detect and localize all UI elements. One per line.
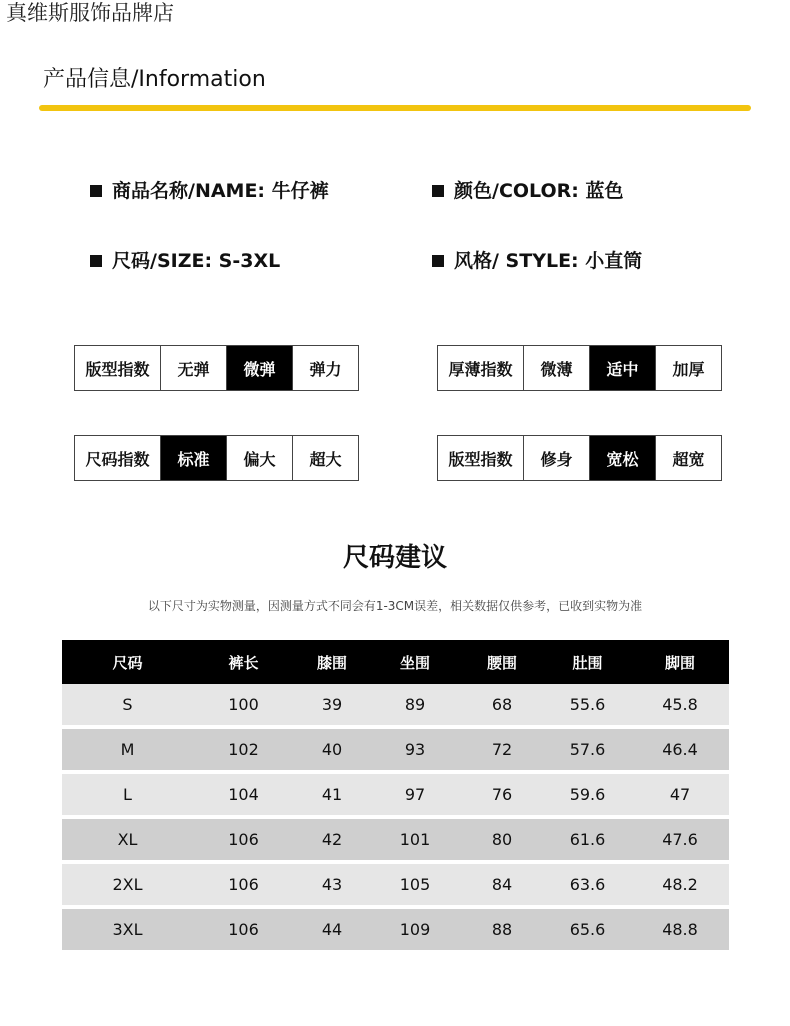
rating-option: 宽松: [589, 436, 655, 480]
size-chart-title: 尺码建议: [342, 543, 447, 573]
table-cell: 47: [631, 774, 729, 819]
column-header: 裤长: [193, 640, 294, 684]
table-cell: 80: [460, 819, 544, 864]
table-cell: 45.8: [631, 684, 729, 729]
column-header: 坐围: [370, 640, 460, 684]
rating-option: 无弹: [160, 346, 226, 390]
rating-option: 超宽: [655, 436, 721, 480]
table-cell: 40: [294, 729, 370, 774]
size-table-header: [62, 640, 729, 684]
info-style: [432, 249, 642, 273]
column-header: 脚围: [631, 640, 729, 684]
table-cell: 42: [294, 819, 370, 864]
table-cell: L: [62, 774, 193, 819]
table-cell: 65.6: [544, 909, 631, 950]
table-cell: 84: [460, 864, 544, 909]
rating-size-fit: [74, 435, 359, 481]
table-cell: 43: [294, 864, 370, 909]
table-cell: 41: [294, 774, 370, 819]
rating-option: 加厚: [655, 346, 721, 390]
table-cell: 2XL: [62, 864, 193, 909]
rating-option: 适中: [589, 346, 655, 390]
section-title: 产品信息/Information: [43, 67, 266, 92]
table-cell: 63.6: [544, 864, 631, 909]
rating-label: 尺码指数: [85, 449, 150, 469]
size-table: [62, 640, 729, 950]
table-cell: M: [62, 729, 193, 774]
rating-fit: [437, 435, 722, 481]
table-cell: 47.6: [631, 819, 729, 864]
table-row: [62, 729, 729, 774]
square-bullet-icon: [90, 255, 102, 267]
table-cell: 57.6: [544, 729, 631, 774]
rating-label: 厚薄指数: [448, 359, 513, 379]
table-cell: 59.6: [544, 774, 631, 819]
square-bullet-icon: [90, 185, 102, 197]
rating-elasticity: [74, 345, 359, 391]
table-cell: 55.6: [544, 684, 631, 729]
table-cell: XL: [62, 819, 193, 864]
table-row: [62, 819, 729, 864]
table-row: [62, 684, 729, 729]
column-header: 腰围: [460, 640, 544, 684]
info-style-text: 风格/ STYLE: 小直筒: [454, 250, 643, 272]
table-cell: 48.2: [631, 864, 729, 909]
info-product-name-text: 商品名称/NAME: 牛仔裤: [112, 180, 329, 202]
info-size: [90, 249, 280, 273]
rating-option: 超大: [292, 436, 358, 480]
table-cell: S: [62, 684, 193, 729]
table-cell: 100: [193, 684, 294, 729]
rating-thickness: [437, 345, 722, 391]
column-header: 膝围: [294, 640, 370, 684]
table-cell: 68: [460, 684, 544, 729]
table-cell: 106: [193, 909, 294, 950]
info-size-text: 尺码/SIZE: S-3XL: [112, 250, 281, 272]
store-name: 真维斯服饰品牌店: [6, 1, 174, 25]
rating-option: 修身: [523, 436, 589, 480]
table-cell: 44: [294, 909, 370, 950]
info-product-name: [90, 179, 329, 203]
table-cell: 48.8: [631, 909, 729, 950]
size-chart-note: 以下尺寸为实物测量，因测量方式不同会有1-3CM误差，相关数据仅供参考，已收到实物为准: [147, 599, 643, 613]
table-cell: 39: [294, 684, 370, 729]
table-cell: 106: [193, 819, 294, 864]
table-cell: 93: [370, 729, 460, 774]
column-header: 尺码: [62, 640, 193, 684]
table-cell: 106: [193, 864, 294, 909]
table-cell: 88: [460, 909, 544, 950]
rating-option: 微弹: [226, 346, 292, 390]
table-cell: 104: [193, 774, 294, 819]
table-cell: 97: [370, 774, 460, 819]
accent-divider: [39, 105, 751, 111]
square-bullet-icon: [432, 255, 444, 267]
table-row: [62, 774, 729, 819]
info-color-text: 颜色/COLOR: 蓝色: [454, 180, 624, 202]
rating-option: 弹力: [292, 346, 358, 390]
table-cell: 102: [193, 729, 294, 774]
info-color: [432, 179, 623, 203]
table-cell: 76: [460, 774, 544, 819]
column-header: 肚围: [544, 640, 631, 684]
table-cell: 101: [370, 819, 460, 864]
table-row: [62, 909, 729, 950]
rating-label: 版型指数: [85, 359, 150, 379]
rating-label: 版型指数: [448, 449, 513, 469]
table-cell: 105: [370, 864, 460, 909]
table-cell: 46.4: [631, 729, 729, 774]
table-cell: 61.6: [544, 819, 631, 864]
table-row: [62, 864, 729, 909]
table-cell: 109: [370, 909, 460, 950]
table-cell: 3XL: [62, 909, 193, 950]
table-cell: 89: [370, 684, 460, 729]
rating-option: 偏大: [226, 436, 292, 480]
square-bullet-icon: [432, 185, 444, 197]
table-cell: 72: [460, 729, 544, 774]
rating-option: 微薄: [523, 346, 589, 390]
rating-option: 标准: [160, 436, 226, 480]
